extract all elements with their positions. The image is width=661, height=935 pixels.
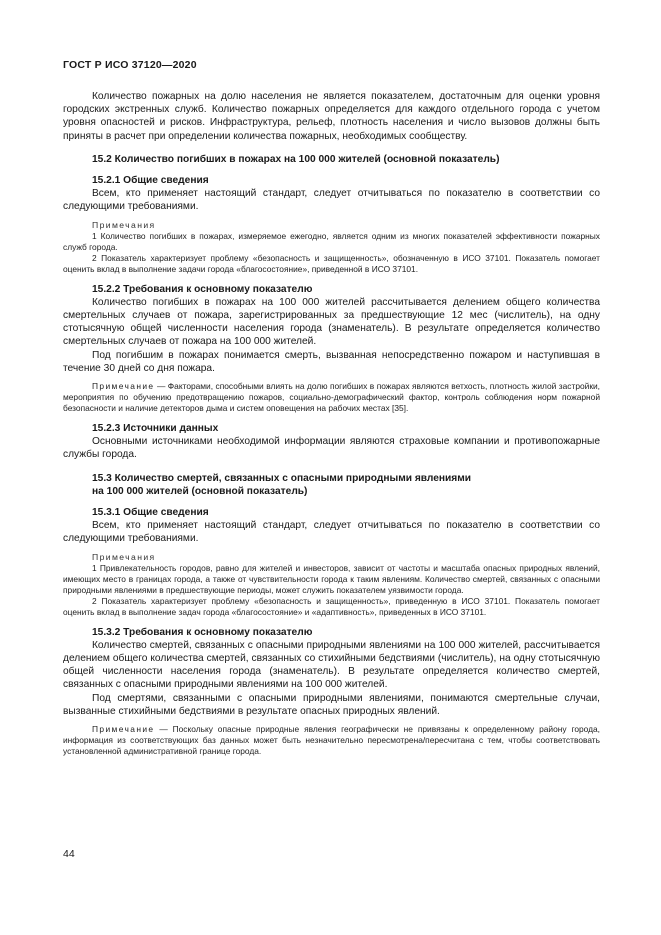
note-text: — Поскольку опасные природные явления географически не привязаны к определенному району города, информация из соответствующих баз данных может быть незначительно пересмотрена/пересчитана с тем, чтобы соответствовать установленной административной границе города. [63, 724, 600, 757]
section-15-2-3-title: 15.2.3 Источники данных [92, 423, 219, 435]
section-15-2-2-note [63, 381, 600, 414]
section-15-3-1-text: Всем, кто применяет настоящий стандарт, следует отчитываться по показателю в соответствии со следующими требованиями. [63, 520, 600, 545]
section-15-2-3-text: Основными источниками необходимой информации являются страховые компании и противопожарные службы города. [63, 436, 600, 461]
section-15-3-title-line-2: на 100 000 жителей (основной показатель) [92, 485, 308, 497]
note-2: 2 Показатель характеризует проблему «безопасность и защищенность», приведенную в ИСО 37101. Показатель помогает оценить вклад в выполнение задач города «благосостояние» и «адаптивность», приведенных в ИСО 37101. [63, 595, 600, 617]
section-15-3-1-title: 15.3.1 Общие сведения [92, 507, 209, 519]
section-15-3-2-note [63, 724, 600, 757]
note-text: — Факторами, способными влиять на долю погибших в пожарах являются ветхость, плотность жилой застройки, мероприятия по обучению предотвращению пожаров, социально-демографический фактор, контроль соблюдения норм пожарной безопасности и наличие детекторов дыма и систем оповещения на рабочих местах [35]. [63, 381, 600, 414]
section-15-3-2-text-2: Под смертями, связанными с опасными природными явлениями, понимаются смертельные случаи, вызванные стихийными бедствиями в результате опасных природных явлений. [63, 692, 600, 717]
intro-paragraph: Количество пожарных на долю населения не является показателем, достаточным для оценки уровня городских экстренных служб. Количество пожарных определяется для каждого отдельного города с учетом уровня опасностей и рисков. Инфраструктура, рельеф, плотность населения и число вызовов должны быть приняты в расчет при определении количества пожарных, необходимых сообществу. [63, 91, 600, 142]
notes-label: Примечания [92, 219, 156, 230]
note-2: 2 Показатель характеризует проблему «безопасность и защищенность», обозначенную в ИСО 37101. Показатель помогает оценить вклад в выполнение задачи города «благосостояние», приведенной в ИСО 37101. [63, 252, 600, 274]
page-content [63, 90, 600, 757]
section-15-3-title-line-1: 15.3 Количество смертей, связанных с опасными природными явлениями [92, 472, 472, 484]
section-15-2-2-text-1: Количество погибших в пожарах на 100 000 жителей рассчитывается делением общего количества смертельных случаев от пожара, зарегистрированных за предшествующие 12 мес (числитель), на одну стотысячную общей численности населения города (знаменатель). В результате определяется количество смертельных случаев от пожара на 100 000 жителей. [63, 296, 600, 348]
document-header: ГОСТ Р ИСО 37120—2020 [63, 59, 197, 71]
page-number: 44 [63, 848, 75, 860]
section-15-2-1-text: Всем, кто применяет настоящий стандарт, следует отчитываться по показателю в соответствии со следующими требованиями. [63, 188, 600, 213]
section-15-3-2-text-1: Количество смертей, связанных с опасными природными явлениями на 100 000 жителей, рассчитывается делением общего количества смертей, связанных со стихийными бедствиями (числитель), на одну стотысячную общей численности населения города (знаменатель). В результате определяется количество смертей, связанных с опасными природными явлениями на 100 000 жителей. [63, 639, 600, 691]
section-15-2-title: 15.2 Количество погибших в пожарах на 100 000 жителей (основной показатель) [92, 153, 500, 165]
notes-label: Примечания [92, 551, 156, 562]
section-15-3-2-title: 15.3.2 Требования к основному показателю [92, 626, 313, 638]
note-label: Примечание [92, 724, 155, 735]
section-15-2-1-title: 15.2.1 Общие сведения [92, 175, 209, 187]
note-label: Примечание [92, 381, 155, 392]
section-15-2-2-text-2: Под погибшим в пожарах понимается смерть, вызванная непосредственно пожаром и наступившая в течение 30 дней со дня пожара. [63, 349, 600, 374]
note-1: 1 Количество погибших в пожарах, измеряемое ежегодно, является одним из многих показателей эффективности пожарных служб города. [63, 230, 600, 252]
section-15-2-2-title: 15.2.2 Требования к основному показателю [92, 283, 313, 295]
note-1: 1 Привлекательность городов, равно для жителей и инвесторов, зависит от частоты и масштаба опасных природных явлений, имеющих место в границах города, а также от чувствительности города к таким явлениям. Количество смертей, связанных с опасными природными явлениями в предшествующие периоды, может служить показателем уязвимости города. [63, 562, 600, 595]
